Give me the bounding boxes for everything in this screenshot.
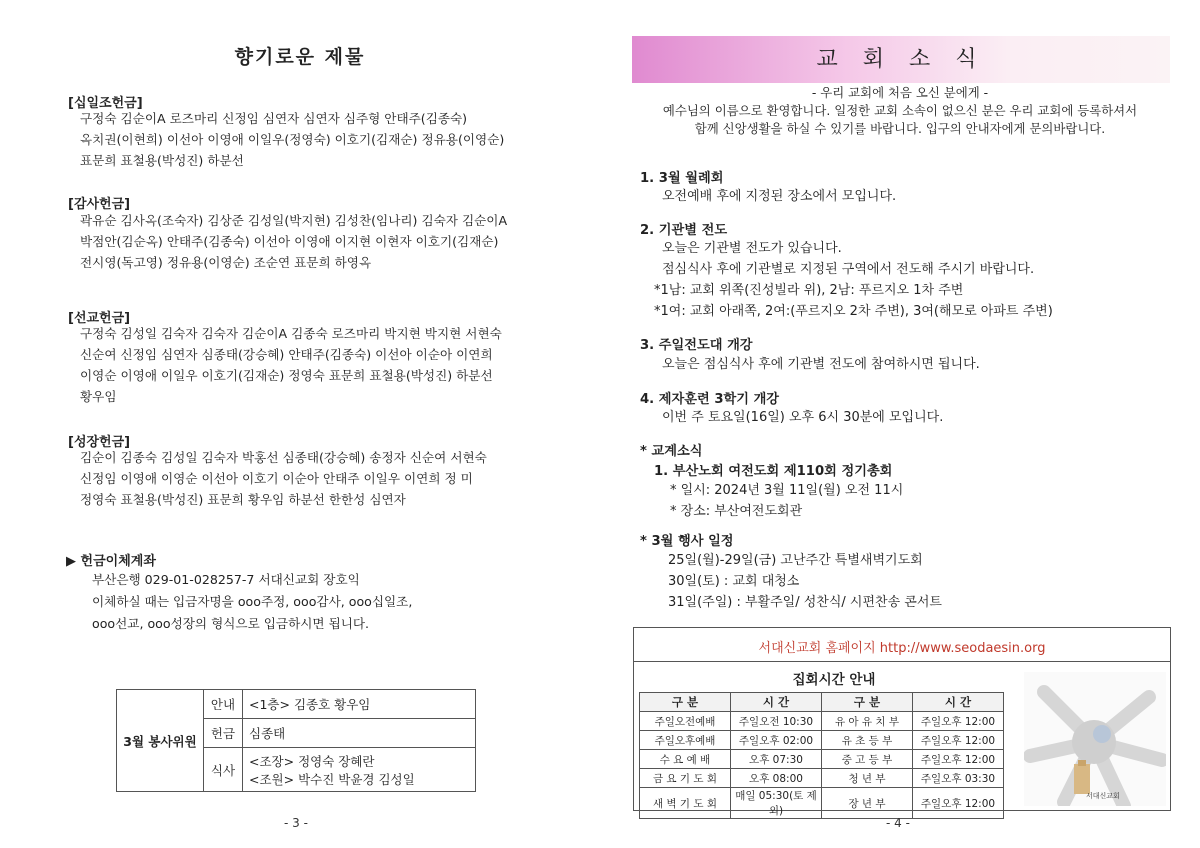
gathering-info-box bbox=[633, 627, 1171, 817]
welcome-line: 예수님의 이름으로 환영합니다. 일정한 교회 소속이 없으신 분은 우리 교회에 등록하셔서 bbox=[662, 103, 1138, 118]
news-heading: 3. 주일전도대 개강 bbox=[640, 338, 753, 353]
table-cell: 주일오후 12:00 bbox=[913, 788, 1004, 819]
table-header: 구 분 bbox=[640, 693, 731, 712]
news-line: * 일시: 2024년 3월 11일(월) 오전 11시 bbox=[670, 483, 904, 498]
denomination-news-body bbox=[670, 480, 903, 522]
news-body bbox=[662, 186, 896, 207]
list-line: 신순여 신정임 심연자 심종태(강승혜) 안태주(김종숙) 이선아 이순아 이연희 bbox=[80, 347, 493, 362]
table-cell: 청 년 부 bbox=[822, 769, 913, 788]
service-volunteer-table bbox=[116, 689, 476, 792]
news-line: *1여: 교회 아래쪽, 2여:(푸르지오 2차 주변), 3여(해모로 아파트 주변) bbox=[654, 304, 1053, 319]
news-line: * 장소: 부산여전도회관 bbox=[670, 504, 803, 519]
list-line: 신정임 이영애 이영순 이선아 이호기 이순아 안태주 이일우 이연희 정 미 bbox=[80, 471, 473, 486]
news-body bbox=[662, 354, 980, 375]
account-heading: ▶ 헌금이체계좌 bbox=[66, 554, 156, 569]
thanks-list bbox=[80, 210, 560, 273]
account-line: 부산은행 029-01-028257-7 서대신교회 장호익 bbox=[92, 572, 360, 587]
table-header: 시 간 bbox=[913, 693, 1004, 712]
thanks-heading: [감사헌금] bbox=[68, 197, 131, 212]
mission-heading: [선교헌금] bbox=[68, 311, 131, 326]
homepage-link[interactable]: 서대신교회 홈페이지 http://www.seodaesin.org bbox=[758, 641, 1046, 656]
denomination-news-sub: 1. 부산노회 여전도회 제110회 정기총회 bbox=[654, 464, 893, 479]
names-line: <조원> 박수진 박윤경 김성일 bbox=[249, 771, 415, 787]
denomination-news-heading: * 교계소식 bbox=[640, 444, 703, 459]
account-info bbox=[92, 569, 412, 635]
news-line: 점심식사 후에 기관별로 지정된 구역에서 전도해 주시기 바랍니다. bbox=[662, 262, 1035, 277]
events-body bbox=[668, 550, 942, 613]
gathering-time-title: 집회시간 안내 bbox=[792, 672, 876, 688]
names-line: <조장> 정영숙 장혜란 bbox=[249, 753, 375, 769]
table-cell: 유 아 유 치 부 bbox=[822, 712, 913, 731]
events-heading: * 3월 행사 일정 bbox=[640, 534, 734, 549]
list-line: 옥치권(이현희) 이선아 이영애 이일우(정영숙) 이호기(김재순) 정유용(이영순) bbox=[80, 132, 505, 147]
table-row bbox=[640, 769, 1004, 788]
event-line: 25일(월)-29일(금) 고난주간 특별새벽기도회 bbox=[668, 553, 923, 568]
role-cell: 안내 bbox=[204, 690, 243, 719]
news-line: 오늘은 기관별 전도가 있습니다. bbox=[662, 241, 842, 256]
account-line: 이체하실 때는 입금자명을 ooo주정, ooo감사, ooo십일조, bbox=[92, 594, 413, 609]
page-number: - 3 - bbox=[284, 816, 308, 830]
names-cell: 심종태 bbox=[243, 719, 476, 748]
list-line: 이영순 이영애 이일우 이호기(김재순) 정영숙 표문희 표철용(박성진) 하분선 bbox=[80, 368, 493, 383]
map-label: 서대신교회 bbox=[1086, 792, 1120, 800]
table-cell: 주일오후 12:00 bbox=[913, 731, 1004, 750]
growth-heading: [성장헌금] bbox=[68, 435, 131, 450]
table-cell: 오후 08:00 bbox=[731, 769, 822, 788]
role-cell: 식사 bbox=[204, 748, 243, 792]
list-line: 표문희 표철용(박성진) 하분선 bbox=[80, 153, 244, 168]
list-line: 전시영(독고영) 정유용(이영순) 조순연 표문희 하영옥 bbox=[80, 255, 372, 270]
right-page bbox=[600, 0, 1200, 848]
list-line: 구정숙 김성일 김숙자 김숙자 김순이A 김종숙 로즈마리 박지현 박지현 서현숙 bbox=[80, 326, 502, 341]
list-line: 황우임 bbox=[80, 389, 117, 404]
news-body bbox=[662, 407, 943, 428]
table-cell: 중 고 등 부 bbox=[822, 750, 913, 769]
news-line: *1남: 교회 위쪽(진성빌라 위), 2남: 푸르지오 1차 주변 bbox=[654, 283, 964, 298]
news-line: 오늘은 점심식사 후에 기관별 전도에 참여하시면 됩니다. bbox=[662, 357, 980, 372]
list-line: 구정숙 김순이A 로즈마리 신정임 심연자 심연자 심주형 안태주(김종숙) bbox=[80, 111, 468, 126]
table-header: 구 분 bbox=[822, 693, 913, 712]
table-row bbox=[640, 712, 1004, 731]
news-line: 오전예배 후에 지정된 장소에서 모입니다. bbox=[662, 189, 897, 204]
table-cell: 주일오전예배 bbox=[640, 712, 731, 731]
table-cell: 주일오후 12:00 bbox=[913, 750, 1004, 769]
table-cell: 수 요 예 배 bbox=[640, 750, 731, 769]
table-cell: 주일오후 12:00 bbox=[913, 712, 1004, 731]
names-cell bbox=[243, 748, 476, 792]
growth-list bbox=[80, 447, 560, 510]
tithe-heading: [십일조헌금] bbox=[68, 96, 143, 111]
table-cell: 주일오전 10:30 bbox=[731, 712, 822, 731]
table-cell: 주일오후 02:00 bbox=[731, 731, 822, 750]
list-line: 곽유순 김사옥(조숙자) 김상준 김성일(박지현) 김성찬(임나리) 김숙자 김순이A bbox=[80, 213, 508, 228]
gathering-time-table bbox=[639, 692, 1004, 819]
table-cell: 매일 05:30(토 제외) bbox=[731, 788, 822, 819]
welcome-line: 함께 신앙생활을 하실 수 있기를 바랍니다. 입구의 안내자에게 문의바랍니다. bbox=[694, 121, 1106, 136]
table-header: 시 간 bbox=[731, 693, 822, 712]
news-body bbox=[654, 238, 1053, 322]
table-row bbox=[640, 750, 1004, 769]
mission-list bbox=[80, 323, 560, 407]
news-line: 이번 주 토요일(16일) 오후 6시 30분에 모입니다. bbox=[662, 410, 944, 425]
list-line: 정영숙 표철용(박성진) 표문희 황우임 하분선 한한성 심연자 bbox=[80, 492, 406, 507]
account-line: ooo선교, ooo성장의 형식으로 입금하시면 됩니다. bbox=[92, 616, 370, 631]
page-number: - 4 - bbox=[886, 816, 910, 830]
table-cell: 주일오후예배 bbox=[640, 731, 731, 750]
table-row bbox=[640, 731, 1004, 750]
tithe-list bbox=[80, 108, 560, 171]
church-location-map bbox=[1024, 672, 1166, 806]
news-heading: 2. 기관별 전도 bbox=[640, 223, 728, 238]
list-line: 박점안(김순옥) 안태주(김종숙) 이선아 이영애 이지현 이현자 이호기(김재순) bbox=[80, 234, 499, 249]
news-heading: 1. 3월 월례회 bbox=[640, 171, 724, 186]
table-cell: 새 벽 기 도 회 bbox=[640, 788, 731, 819]
table-row bbox=[640, 788, 1004, 819]
divider bbox=[634, 661, 1170, 662]
role-cell: 헌금 bbox=[204, 719, 243, 748]
church-news-banner: 교 회 소 식 bbox=[632, 36, 1170, 83]
table-cell: 장 년 부 bbox=[822, 788, 913, 819]
list-line: 김순이 김종숙 김성일 김숙자 박홍선 심종태(강승혜) 송정자 신순여 서현숙 bbox=[80, 450, 487, 465]
event-line: 31일(주일) : 부활주일/ 성찬식/ 시편찬송 콘서트 bbox=[668, 595, 942, 610]
news-heading: 4. 제자훈련 3학기 개강 bbox=[640, 392, 780, 407]
table-cell: 금 요 기 도 회 bbox=[640, 769, 731, 788]
table-cell: 유 초 등 부 bbox=[822, 731, 913, 750]
service-label: 3월 봉사위원 bbox=[117, 690, 204, 792]
offering-title: 향기로운 제물 bbox=[234, 46, 366, 68]
welcome-title: - 우리 교회에 처음 오신 분에게 - bbox=[811, 85, 989, 100]
table-cell: 주일오후 03:30 bbox=[913, 769, 1004, 788]
event-line: 30일(토) : 교회 대청소 bbox=[668, 574, 800, 589]
table-cell: 오후 07:30 bbox=[731, 750, 822, 769]
names-cell: <1층> 김종호 황우임 bbox=[243, 690, 476, 719]
